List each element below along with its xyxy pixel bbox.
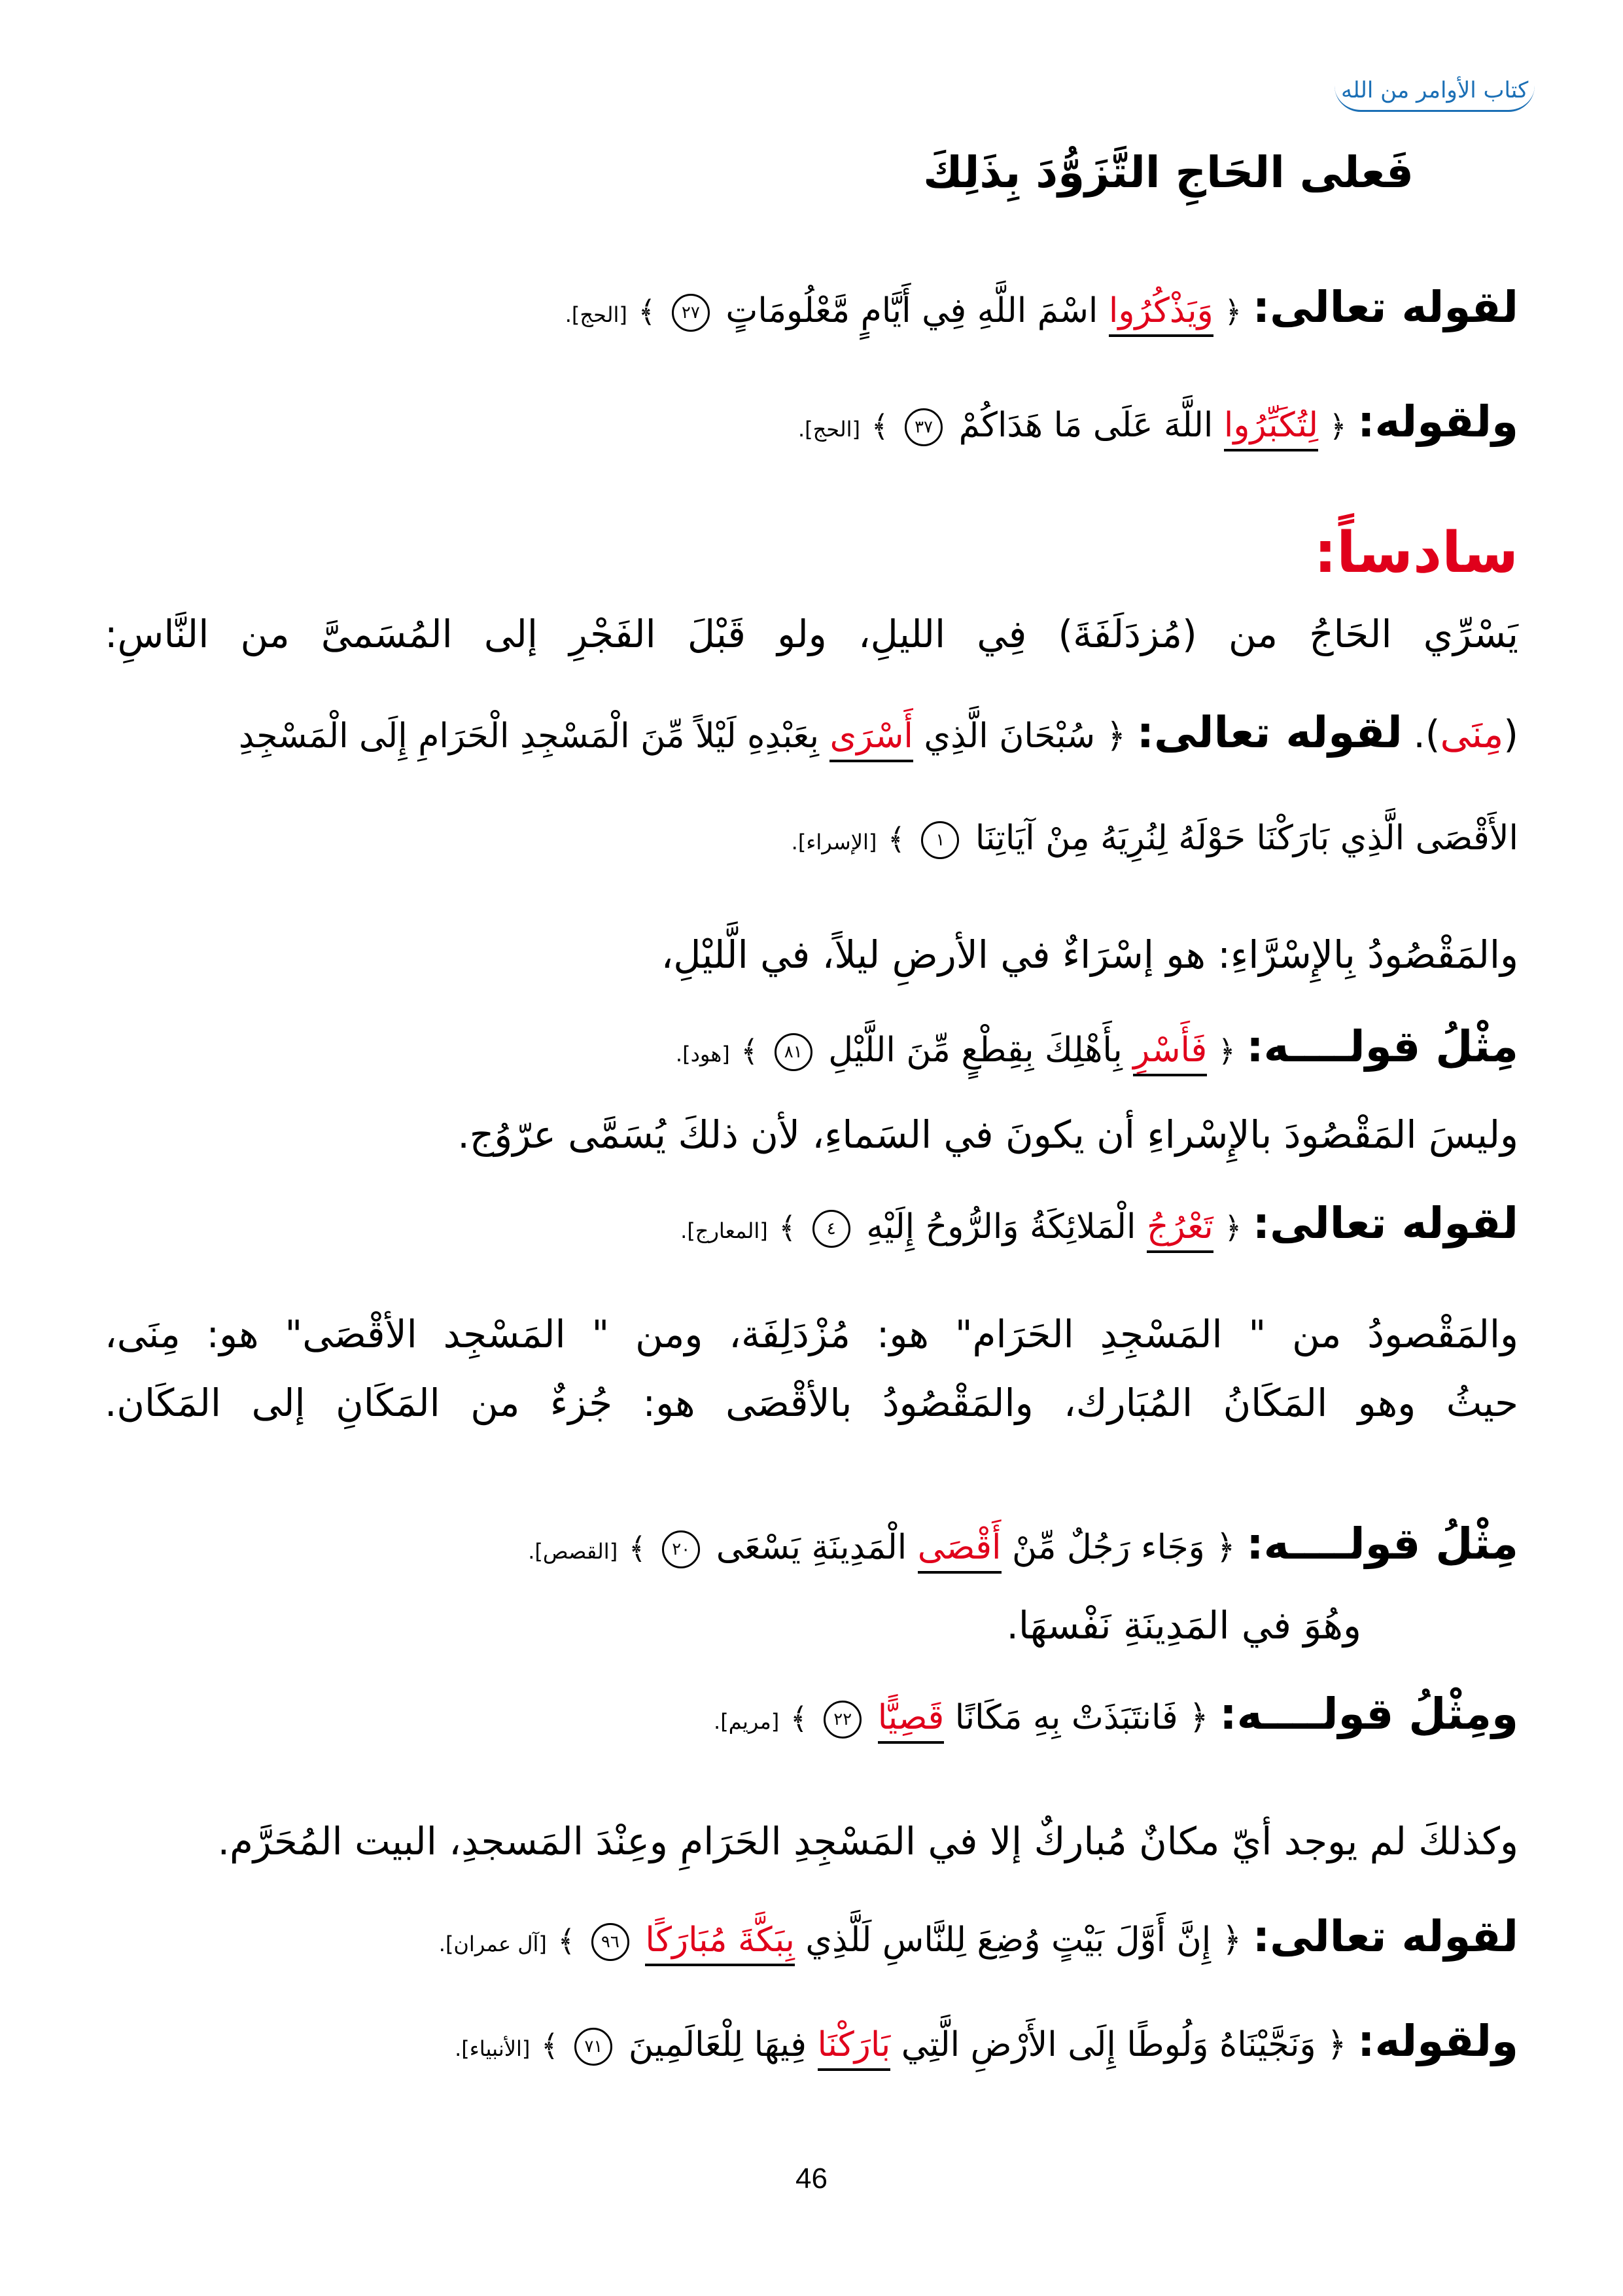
- verse-number: ٢٠: [662, 1530, 700, 1568]
- verse-number: ٩٦: [591, 1923, 629, 1961]
- surah-reference: [الحج].: [797, 417, 861, 442]
- highlighted-word: وَيَذْكُرُوا: [1109, 291, 1213, 337]
- highlighted-word: مِنَى: [1440, 712, 1504, 756]
- verse-line-12: مِثْلُ قولــــه: ﴿ وَجَاء رَجُلٌ مِّنْ أَقْصَى الْمَدِينَةِ يَسْعَى ٢٠ ﴾ [القصص].: [105, 1518, 1518, 1570]
- verse-line-1: لقوله تعالى: ﴿ وَيَذْكُرُوا اسْمَ اللَّهِ فِي أَيَّامٍ مَّعْلُومَاتٍ ٢٧ ﴾ [الحج].: [105, 281, 1518, 333]
- surah-reference: [الإسراء].: [791, 830, 877, 855]
- surah-reference: [آل عمران].: [438, 1932, 547, 1956]
- highlighted-word: أَسْرَى: [829, 716, 913, 762]
- surah-reference: [المعارج].: [680, 1218, 768, 1243]
- verse-line-2: ولقوله: ﴿ لِتُكَبِّرُوا اللَّهَ عَلَى مَا هَدَاكُمْ ٣٧ ﴾ [الحج].: [105, 396, 1518, 448]
- highlighted-word: أَقْصَى: [918, 1528, 1002, 1574]
- paragraph-line-10: والمَقْصودُ من " المَسْجِدِ الحَرَام" هو: مُزْدَلِفَة، ومن " المَسْجِد الأقْصَى" هو: مِنَى،: [105, 1312, 1518, 1356]
- surah-reference: [مريم].: [714, 1709, 780, 1734]
- surah-reference: [الأنبياء].: [455, 2036, 531, 2061]
- verse-line-16: لقوله تعالى: ﴿ إِنَّ أَوَّلَ بَيْتٍ وُضِعَ لِلنَّاسِ لَلَّذِي بِبَكَّةَ مُبَارَكًا ٩٦ ﴾ [آل عمران].: [105, 1911, 1518, 1962]
- paragraph-line-3: يَسْرِّي الحَاجُ من (مُزدَلَفَةَ) فِي الليلِ، ولو قَبْلَ الفَجْرِ إلى المُسَمىَّ من النَّاسِ:: [105, 612, 1518, 656]
- verse-number: ٣٧: [905, 408, 943, 446]
- surah-reference: [هود].: [675, 1042, 730, 1067]
- verse-line-5: الأَقْصَى الَّذِي بَارَكْنَا حَوْلَهُ لِنُرِيَهُ مِنْ آيَاتِنَا ١ ﴾ [الإسراء].: [791, 819, 1518, 858]
- paragraph-line-15: وكذلكَ لم يوجد أيّ مكانٌ مُباركٌ إلا في المَسْجِدِ الحَرَامِ وعِنْدَ المَسجدِ، البيت المُحَرَّم.: [217, 1819, 1518, 1863]
- paragraph-line-6: والمَقْصُودُ بِالإِسْرَّاءِ: هو إسْرَاءٌ في الأرضِ ليلاً، في الَّليْلِ،: [661, 932, 1518, 977]
- highlighted-word: تَعْرُجُ: [1147, 1207, 1213, 1253]
- verse-number: ٨١: [775, 1033, 812, 1071]
- verse-number: ٢٢: [824, 1701, 862, 1739]
- verse-line-4: (مِنَى). لقوله تعالى: ﴿ سُبْحَانَ الَّذِي أَسْرَى بِعَبْدِهِ لَيْلاً مِّنَ الْمَسْجِدِ الْحَرَامِ إِلَى الْمَسْجِدِ: [105, 707, 1518, 758]
- highlighted-word: بِبَكَّةَ مُبَارَكًا: [645, 1920, 794, 1966]
- verse-number: ٢٧: [672, 294, 710, 332]
- book-logo: كتاب الأوامر من الله: [1335, 77, 1535, 112]
- paragraph-line-8: وليسَ المَقْصُودَ بالإِسْراءِ أن يكونَ في السَماءِ، لأن ذلكَ يُسَمَّى عرّوُج.: [457, 1112, 1518, 1157]
- paragraph-line-13: وهُوَ في المَدِينَةِ نَفْسهَا.: [1006, 1603, 1361, 1648]
- verse-line-14: ومِثْلُ قولــــه: ﴿ فَانتَبَذَتْ بِهِ مَكَانًا قَصِيًّا ٢٢ ﴾ [مريم].: [105, 1688, 1518, 1740]
- highlighted-word: قَصِيًّا: [878, 1698, 945, 1744]
- surah-reference: [الحج].: [565, 302, 627, 327]
- verse-number: ١: [921, 821, 959, 859]
- highlighted-word: فَأَسْرِ: [1133, 1031, 1207, 1076]
- highlighted-word: لِتُكَبِّرُوا: [1224, 406, 1318, 451]
- highlighted-word: بَارَكْنَا: [818, 2025, 891, 2071]
- section-title: فَعلى الحَاجِ التَّزَوُّدَ بِذَلِكَ: [923, 147, 1414, 198]
- paragraph-line-11: حيثُ وهو المَكَانُ المُبَارك، والمَقْصُودُ بالأقْصَى هو: جُزءٌ من المَكَانِ إلى المَكَان.: [105, 1381, 1518, 1425]
- verse-number: ٧١: [574, 2028, 612, 2066]
- surah-reference: [القصص].: [528, 1539, 618, 1564]
- verse-line-17: ولقوله: ﴿ وَنَجَّيْنَاهُ وَلُوطًا إِلَى الأَرْضِ الَّتِي بَارَكْنَا فِيهَا لِلْعَالَمِينَ ٧١ ﴾ [الأنبياء].: [105, 2015, 1518, 2067]
- verse-line-7: مِثْلُ قولــــه: ﴿ فَأَسْرِ بِأَهْلِكَ بِقِطْعٍ مِّنَ اللَّيْلِ ٨١ ﴾ [هود].: [105, 1021, 1518, 1072]
- verse-line-9: لقوله تعالى: ﴿ تَعْرُجُ الْمَلائِكَةُ وَالرُّوحُ إِلَيْهِ ٤ ﴾ [المعارج].: [105, 1197, 1518, 1249]
- page-number: 46: [795, 2163, 828, 2195]
- verse-number: ٤: [812, 1210, 850, 1248]
- section-heading: سادساً:: [1314, 520, 1518, 586]
